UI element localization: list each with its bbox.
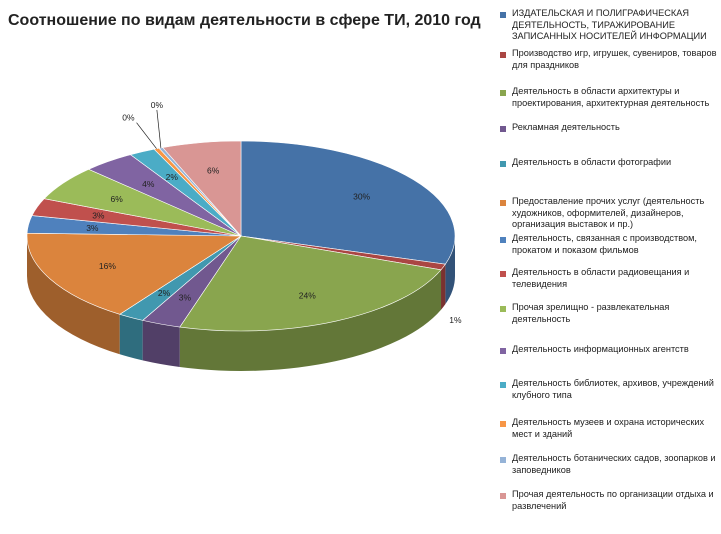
chart-title: Соотношение по видам деятельности в сфере ТИ, 2010 год bbox=[8, 12, 481, 29]
legend-item bbox=[498, 489, 718, 512]
pie-data-label-3: 3% bbox=[178, 292, 192, 303]
legend-label: Предоставление прочих услуг (деятельность художников, оформителей, дизайнеров, организация выставок и пр.) bbox=[512, 196, 705, 229]
legend-item bbox=[498, 378, 718, 401]
pie-data-label-2: 24% bbox=[298, 290, 316, 301]
legend-label: Деятельность информационных агентств bbox=[512, 344, 689, 354]
pie-leader-12 bbox=[157, 110, 161, 148]
legend-swatch bbox=[500, 382, 506, 388]
legend-swatch bbox=[500, 457, 506, 463]
pie-data-label-1: 1% bbox=[449, 314, 462, 325]
legend-swatch bbox=[500, 421, 506, 427]
pie-side-1 bbox=[441, 264, 445, 310]
legend-swatch bbox=[500, 12, 506, 18]
pie-data-label-13: 6% bbox=[206, 165, 220, 176]
legend-item bbox=[498, 122, 718, 134]
legend-label: Производство игр, игрушек, сувениров, товаров для праздников bbox=[512, 48, 717, 70]
legend-item bbox=[498, 8, 718, 43]
legend-item bbox=[498, 344, 718, 356]
legend-item bbox=[498, 196, 718, 231]
legend-swatch bbox=[500, 271, 506, 277]
legend-item bbox=[498, 233, 718, 256]
pie-data-label-5: 16% bbox=[98, 261, 116, 272]
pie-tops bbox=[27, 141, 455, 331]
legend-swatch bbox=[500, 306, 506, 312]
legend-item bbox=[498, 157, 718, 169]
legend-label: Деятельность в области радиовещания и телевидения bbox=[512, 267, 690, 289]
pie-data-label-8: 6% bbox=[110, 193, 123, 204]
legend-swatch bbox=[500, 161, 506, 167]
pie-data-label-11: 0% bbox=[122, 112, 135, 123]
legend-item bbox=[498, 267, 718, 290]
pie-data-label-7: 3% bbox=[92, 210, 105, 221]
pie-data-label-0: 30% bbox=[353, 191, 371, 202]
legend-swatch bbox=[500, 348, 506, 354]
pie-leader-11 bbox=[137, 123, 157, 149]
pie-side-4 bbox=[120, 314, 143, 360]
legend-label: Деятельность в области архитектуры и проектирования, архитектурная деятельность bbox=[512, 86, 710, 108]
legend-label: Деятельность, связанная с производством, прокатом и показом фильмов bbox=[512, 233, 697, 255]
legend-label: Прочая зрелищно - развлекательная деятельность bbox=[512, 302, 670, 324]
legend-item bbox=[498, 417, 718, 440]
legend-item bbox=[498, 302, 718, 325]
legend-item bbox=[498, 48, 718, 71]
legend-swatch bbox=[500, 200, 506, 206]
pie-data-label-10: 2% bbox=[165, 172, 178, 183]
legend-label: ИЗДАТЕЛЬСКАЯ И ПОЛИГРАФИЧЕСКАЯ ДЕЯТЕЛЬНОСТЬ, ТИРАЖИРОВАНИЕ ЗАПИСАННЫХ НОСИТЕЛЕЙ ИНФОРМАЦИИ bbox=[512, 8, 707, 41]
pie-data-label-12: 0% bbox=[150, 99, 164, 110]
legend-swatch bbox=[500, 493, 506, 499]
pie-data-label-6: 3% bbox=[86, 222, 99, 233]
legend-label: Прочая деятельность по организации отдыха и развлечений bbox=[512, 489, 714, 511]
legend-label: Деятельность музеев и охрана исторических мест и зданий bbox=[512, 417, 705, 439]
legend-label: Деятельность библиотек, архивов, учреждений клубного типа bbox=[512, 378, 714, 400]
pie-leaders bbox=[137, 110, 161, 149]
legend-item bbox=[498, 453, 718, 476]
legend-item bbox=[498, 86, 718, 109]
legend-swatch bbox=[500, 237, 506, 243]
legend-swatch bbox=[500, 52, 506, 58]
legend-label: Деятельность ботанических садов, зоопарков и заповедников bbox=[512, 453, 716, 475]
legend-swatch bbox=[500, 90, 506, 96]
pie-data-label-4: 2% bbox=[157, 288, 171, 299]
pie-data-label-9: 4% bbox=[142, 178, 155, 189]
pie-side-3 bbox=[143, 320, 180, 367]
legend-label: Деятельность в области фотографии bbox=[512, 157, 672, 167]
legend-label: Рекламная деятельность bbox=[512, 122, 620, 132]
legend-swatch bbox=[500, 126, 506, 132]
